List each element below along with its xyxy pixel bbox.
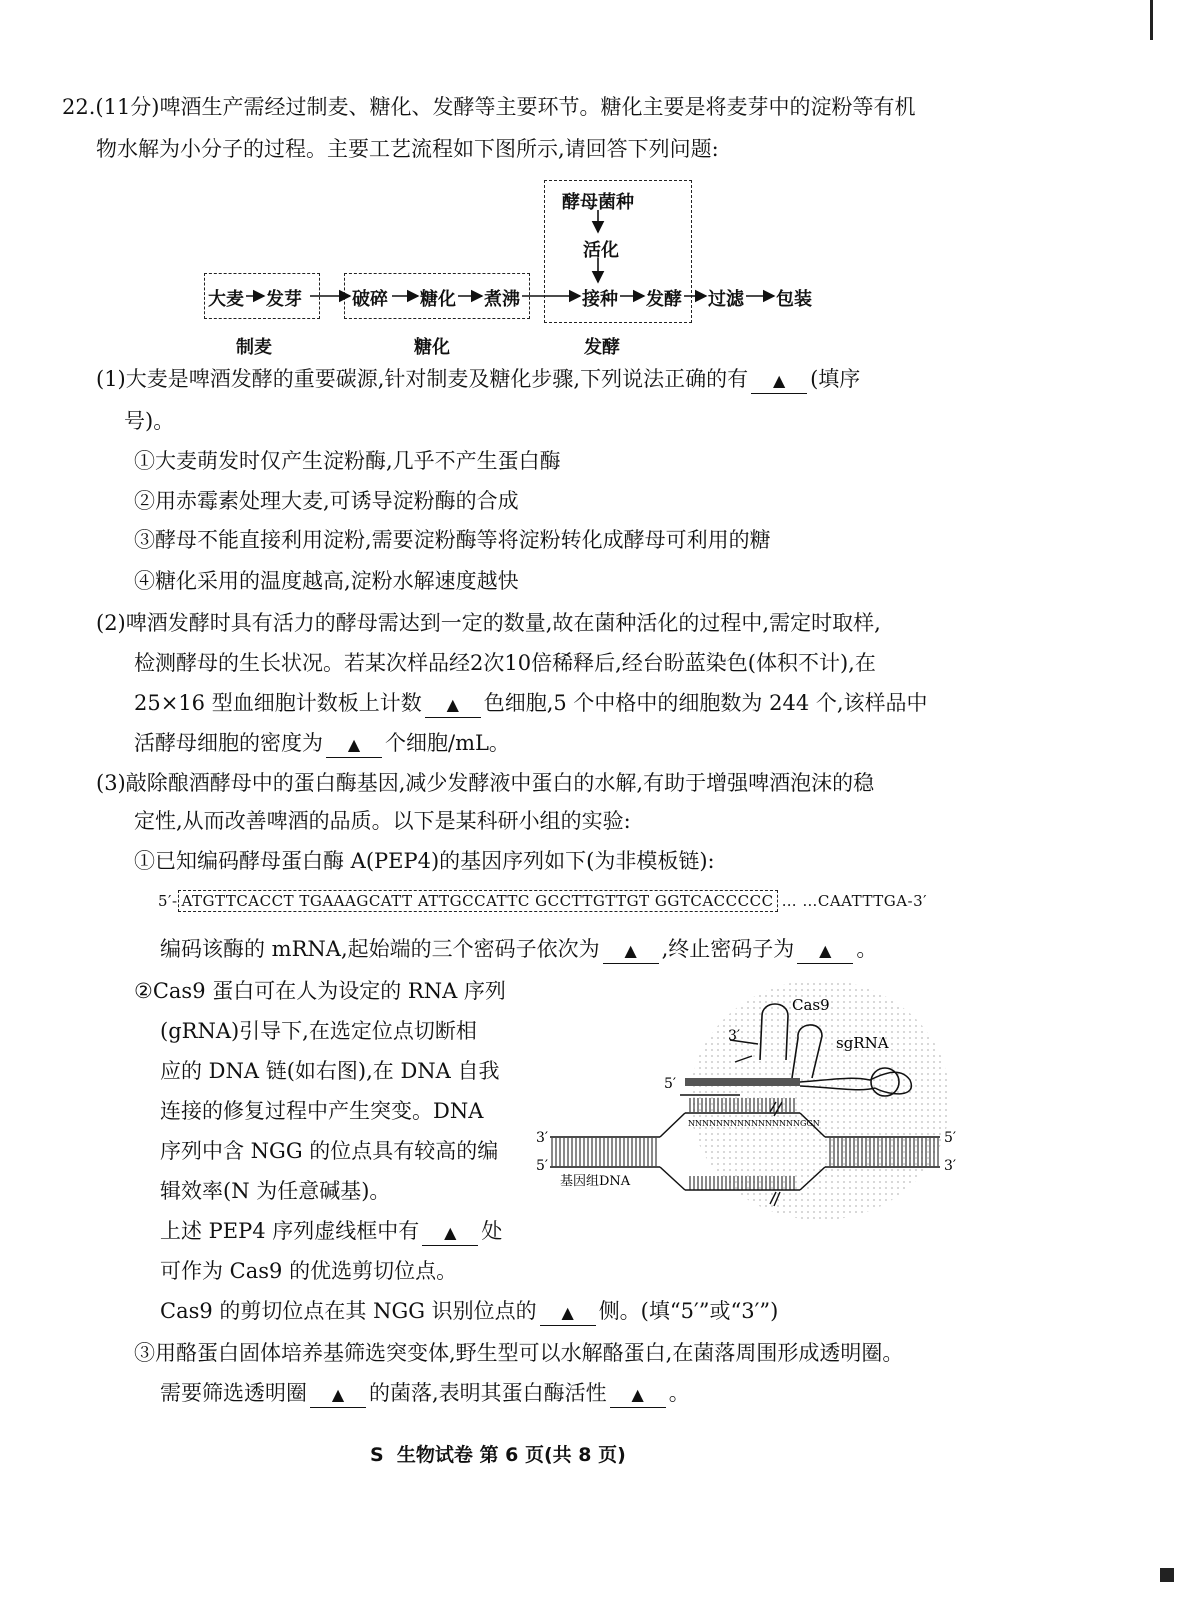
seq-boxed-region: ATGTTCACCT TGAAAGCATT ATTGCCATTC GCCTTGTTGT GGTCACCCCC	[178, 890, 778, 912]
cut-side-blank[interactable]	[540, 1299, 596, 1326]
seq-prefix: 5′-	[158, 892, 178, 910]
q3-sub2-line-6: 辑效率(N 为任意碱基)。	[160, 1179, 391, 1203]
sub2-q-b: 处	[481, 1219, 503, 1243]
step-crush: 破碎	[352, 289, 388, 310]
q3-codon-line	[160, 934, 877, 964]
blank-triangle-icon: ▲	[347, 735, 361, 754]
q1-option-2: ②用赤霉素处理大麦,可诱导淀粉酶的合成	[134, 489, 519, 513]
start-codons-blank[interactable]	[603, 937, 659, 964]
blank-triangle-icon: ▲	[624, 941, 637, 960]
right-bottom-3prime-label: 3′	[944, 1158, 957, 1174]
step-barley: 大麦	[208, 289, 244, 310]
q2-line-4a: 活酵母细胞的密度为	[134, 731, 323, 755]
sub3-b: 的菌落,表明其蛋白酶活性	[369, 1381, 607, 1405]
q2-line-3b: 色细胞,5 个中格中的细胞数为 244 个,该样品中	[483, 691, 928, 715]
q1-answer-blank[interactable]	[751, 367, 807, 394]
q2-color-blank[interactable]	[425, 691, 481, 718]
cas9-diagram	[530, 970, 970, 1230]
q3-sub2-line-3: 应的 DNA 链(如右图),在 DNA 自我	[160, 1059, 500, 1083]
cut-site-count-blank[interactable]	[422, 1219, 478, 1246]
step-activate: 活化	[583, 240, 619, 261]
q1-option-1: ①大麦萌发时仅产生淀粉酶,几乎不产生蛋白酶	[134, 449, 561, 473]
q3-sub2-line-2: (gRNA)引导下,在选定位点切断相	[160, 1019, 477, 1043]
q3-sub2-side-question	[160, 1296, 778, 1326]
q3-line-2: 定性,从而改善啤酒的品质。以下是某科研小组的实验:	[134, 809, 631, 833]
q1-option-3: ③酵母不能直接利用淀粉,需要淀粉酶等将淀粉转化成酵母可利用的糖	[134, 528, 771, 552]
label-saccharify: 糖化	[414, 337, 450, 358]
q1-text-b: (填序	[810, 367, 861, 391]
codon-text-c: 。	[856, 937, 878, 961]
q2-line-2: 检测酵母的生长状况。若某次样品经2次10倍稀释后,经台盼蓝染色(体积不计),在	[134, 651, 876, 675]
q1-text-c: 号)。	[124, 409, 175, 433]
q2-line-4	[134, 728, 510, 758]
cas9-protein-shape	[690, 980, 950, 1220]
halo-blank[interactable]	[310, 1381, 366, 1408]
genomic-dna-label: 基因组DNA	[560, 1174, 631, 1189]
q3-sub2-question	[160, 1216, 502, 1246]
question-header: 22.(11分)啤酒生产需经过制麦、糖化、发酵等主要环节。糖化主要是将麦芽中的淀粉等有机	[62, 95, 916, 119]
blank-triangle-icon: ▲	[819, 941, 832, 960]
blank-triangle-icon: ▲	[631, 1385, 644, 1404]
label-ferment: 发酵	[584, 337, 620, 358]
step-inoculate: 接种	[582, 289, 618, 310]
blank-triangle-icon: ▲	[446, 695, 459, 714]
flow-arrows	[0, 0, 1182, 400]
page-footer: S 生物试卷 第 6 页(共 8 页)	[370, 1444, 626, 1466]
blank-triangle-icon: ▲	[331, 1385, 345, 1404]
q1-stem	[96, 364, 860, 394]
q3-line-1: (3)敲除酿酒酵母中的蛋白酶基因,减少发酵液中蛋白的水解,有助于增强啤酒泡沫的稳	[96, 771, 875, 795]
q3-sub2-line-5: 序列中含 NGG 的位点具有较高的编	[160, 1139, 499, 1163]
sgrna-guide-strand	[685, 1078, 800, 1086]
question-header-cont: 物水解为小分子的过程。主要工艺流程如下图所示,请回答下列问题:	[96, 137, 719, 161]
q2-line-3a: 25×16 型血细胞计数板上计数	[134, 691, 422, 715]
q3-sub-1: ①已知编码酵母蛋白酶 A(PEP4)的基因序列如下(为非模板链):	[134, 849, 715, 873]
left-top-3prime-label: 3′	[536, 1130, 549, 1146]
step-ferment: 发酵	[646, 289, 682, 310]
label-malting: 制麦	[236, 337, 272, 358]
edge-mark	[1150, 0, 1153, 40]
stop-codon-blank[interactable]	[797, 937, 853, 964]
seq-suffix: … …CAATTTGA-3′	[781, 892, 928, 910]
codon-text-b: ,终止密码子为	[661, 937, 795, 961]
codon-text-a: 编码该酶的 mRNA,起始端的三个密码子依次为	[160, 937, 600, 961]
q2-density-blank[interactable]	[326, 731, 382, 758]
pep4-sequence	[158, 892, 927, 910]
q2-line-1: (2)啤酒发酵时具有活力的酵母需达到一定的数量,故在菌种活化的过程中,需定时取样,	[96, 611, 881, 635]
step-yeast: 酵母菌种	[562, 192, 634, 213]
sub3-c: 。	[668, 1381, 690, 1405]
q3-sub2-line-1: ②Cas9 蛋白可在人为设定的 RNA 序列	[134, 979, 506, 1003]
blank-triangle-icon: ▲	[444, 1223, 457, 1242]
right-top-5prime-label: 5′	[944, 1130, 957, 1146]
q1-text-a: (1)大麦是啤酒发酵的重要碳源,针对制麦及糖化步骤,下列说法正确的有	[96, 367, 749, 391]
protease-activity-blank[interactable]	[610, 1381, 666, 1408]
q1-option-4: ④糖化采用的温度越高,淀粉水解速度越快	[134, 569, 519, 593]
q3-sub2-line-4: 连接的修复过程中产生突变。DNA	[160, 1099, 484, 1123]
q3-sub2-question-cont: 可作为 Cas9 的优选剪切位点。	[160, 1259, 458, 1283]
q2-line-3	[134, 688, 928, 718]
q3-sub3-line-2	[160, 1378, 690, 1408]
left-bottom-5prime-label: 5′	[536, 1158, 549, 1174]
blank-triangle-icon: ▲	[772, 371, 786, 390]
nucleotide-label: NNNNNNNNNNNNNNNNGGN	[688, 1119, 820, 1128]
cas9-label: Cas9	[792, 996, 830, 1014]
step-filter: 过滤	[708, 289, 744, 310]
q3-sub3-line-1: ③用酪蛋白固体培养基筛选突变体,野生型可以水解酪蛋白,在菌落周围形成透明圈。	[134, 1341, 904, 1365]
step-boil: 煮沸	[484, 289, 520, 310]
sub2-q-a: 上述 PEP4 序列虚线框中有	[160, 1219, 420, 1243]
q2-line-4b: 个细胞/mL。	[385, 731, 510, 755]
blank-triangle-icon: ▲	[561, 1303, 574, 1322]
step-sprout: 发芽	[266, 289, 302, 310]
sub2-side-a: Cas9 的剪切位点在其 NGG 识别位点的	[160, 1299, 537, 1323]
sub3-a: 需要筛选透明圈	[160, 1381, 307, 1405]
corner-mark	[1160, 1568, 1174, 1582]
step-saccharify: 糖化	[420, 289, 456, 310]
cas9-figure	[530, 970, 970, 1230]
sgrna-3prime-label: 3′	[728, 1028, 741, 1044]
sgrna-label: sgRNA	[836, 1034, 889, 1052]
sgrna-5prime-label: 5′	[664, 1076, 677, 1092]
sub2-side-b: 侧。(填“5′”或“3′”)	[598, 1299, 779, 1323]
step-pack: 包装	[776, 289, 812, 310]
